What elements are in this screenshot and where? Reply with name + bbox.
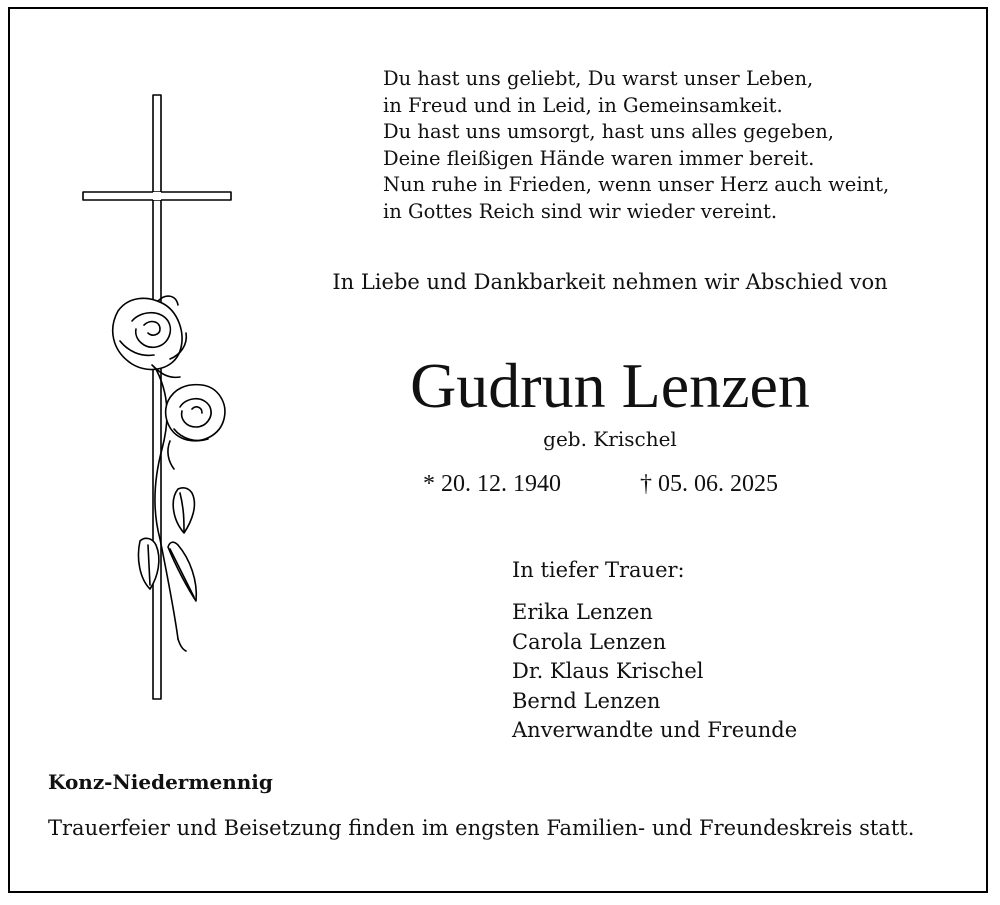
place-name: Konz-Niedermennig — [48, 770, 273, 794]
poem-line: Du hast uns umsorgt, hast uns alles gegeben, — [383, 120, 834, 143]
deceased-name: Gudrun Lenzen — [410, 350, 810, 421]
mourners-list — [512, 598, 797, 746]
poem — [383, 66, 889, 225]
poem-line: in Gottes Reich sind wir wieder vereint. — [383, 199, 778, 223]
mourner-name: Bernd Lenzen — [512, 688, 661, 713]
poem-line: in Freud und in Leid, in Gemeinsamkeit. — [383, 93, 783, 117]
mourner-name: Dr. Klaus Krischel — [512, 659, 704, 683]
mourner-name: Erika Lenzen — [512, 600, 653, 624]
poem-line: Du hast uns geliebt, Du warst unser Leben, — [383, 67, 814, 90]
death-date: † 05. 06. 2025 — [640, 471, 778, 497]
funeral-notice: Trauerfeier und Beisetzung finden im engsten Familien- und Freundeskreis statt. — [48, 816, 915, 840]
mourning-label: In tiefer Trauer: — [512, 558, 685, 582]
maiden-name: geb. Krischel — [543, 427, 677, 451]
mourner-name: Carola Lenzen — [512, 629, 667, 654]
birth-date: * 20. 12. 1940 — [423, 471, 561, 497]
mourner-name: Anverwandte und Freunde — [512, 718, 798, 742]
poem-line: Nun ruhe in Frieden, wenn unser Herz auch weint, — [383, 173, 890, 196]
poem-line: Deine fleißigen Hände waren immer bereit. — [383, 146, 815, 170]
farewell-intro: In Liebe und Dankbarkeit nehmen wir Abschied von — [332, 270, 888, 294]
